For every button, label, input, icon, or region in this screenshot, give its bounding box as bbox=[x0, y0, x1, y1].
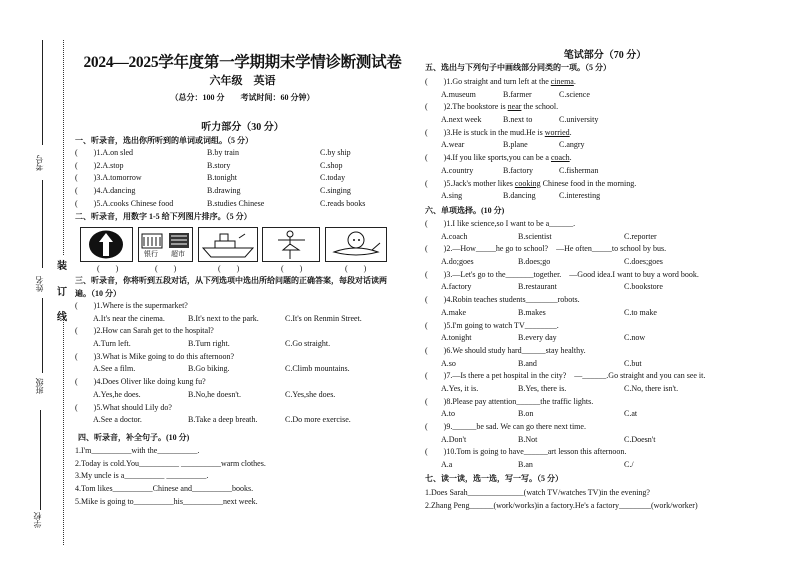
option-c: C.shop bbox=[320, 160, 343, 170]
name-label: 姓名 bbox=[35, 276, 44, 292]
option-c: C.fisherman bbox=[559, 165, 599, 175]
option-a: A.sing bbox=[441, 191, 463, 201]
option-b: B.restaurant bbox=[518, 282, 557, 292]
question-row bbox=[425, 243, 790, 256]
section-2-title: 二、听录音，用数字 1-5 给下列图片排序。（5 分） bbox=[75, 212, 252, 221]
option-b: B.studies Chinese bbox=[207, 198, 265, 208]
question-text: ( )9.______be sad. We can go there next time. bbox=[425, 422, 586, 431]
option-a: A.See a film. bbox=[93, 364, 136, 374]
question-row bbox=[425, 218, 790, 231]
listening-heading: 听力部分（30 分） bbox=[201, 122, 284, 133]
option-a: A.It's near the cinema. bbox=[93, 313, 165, 323]
exam-title: 2024—2025学年度第一学期期末学情诊断测试卷 bbox=[83, 54, 402, 71]
question-text: ( )1.Go straight and turn left at the cinema. bbox=[425, 77, 576, 86]
name-line bbox=[42, 180, 43, 268]
answer-bracket[interactable]: ( ) bbox=[281, 264, 303, 273]
options-row bbox=[425, 307, 790, 320]
option-a: A.next week bbox=[441, 115, 482, 125]
option-b: B.an bbox=[518, 460, 533, 470]
question-text: ( )3.What is Mike going to do this afternoon? bbox=[75, 351, 235, 361]
option-a: A.wear bbox=[441, 140, 465, 150]
options-row bbox=[425, 332, 790, 345]
option-c: C.to make bbox=[624, 307, 657, 317]
fill-sentence[interactable]: 2.Zhang Peng______(work/works)in a factory.He's a factory________(work/worker) bbox=[425, 500, 698, 510]
option-b: B.by train bbox=[207, 148, 239, 157]
option-b: B.tonight bbox=[207, 173, 238, 183]
question-text: ( )2.—How_____he go to school? —He often_____to school by bus. bbox=[425, 244, 667, 254]
option-b: B.drawing bbox=[207, 186, 241, 196]
exam-number-label: 考号 bbox=[35, 155, 44, 171]
answer-bracket[interactable]: ( ) bbox=[155, 264, 177, 273]
option-b: B.and bbox=[518, 358, 537, 368]
section-3-list bbox=[75, 300, 410, 427]
question-text: ( )1.Where is the supermarket? bbox=[75, 301, 188, 310]
section-1-list bbox=[75, 147, 410, 210]
question-text: ( )1.A.on sled bbox=[75, 148, 133, 157]
class-label: 班级 bbox=[35, 378, 44, 394]
binding-dotted-line bbox=[63, 320, 64, 545]
option-a: A.factory bbox=[441, 282, 472, 292]
fill-sentence[interactable]: 2.Today is cold.You__________ __________warm clothes. bbox=[75, 458, 266, 468]
option-b: B.dancing bbox=[503, 191, 536, 201]
question-text: ( )3.He is stuck in the mud.He is worried. bbox=[425, 127, 572, 137]
fill-sentence[interactable]: 5.Mike is going to__________his__________next week. bbox=[75, 496, 258, 506]
option-b: B.Take a deep breath. bbox=[188, 415, 258, 425]
answer-bracket[interactable]: ( ) bbox=[218, 264, 240, 273]
options-row bbox=[425, 434, 790, 447]
section-7-list bbox=[425, 487, 790, 512]
binding-char: 订 bbox=[57, 287, 67, 298]
question-text: ( )10.Tom is going to have______art lesson this afternoon. bbox=[425, 447, 627, 457]
option-c: C.singing bbox=[320, 186, 351, 196]
answer-bracket[interactable]: ( ) bbox=[345, 264, 367, 273]
option-c: C.Doesn't bbox=[624, 434, 656, 444]
option-a: A.Turn left. bbox=[93, 339, 131, 349]
option-b: B.on bbox=[518, 409, 534, 419]
option-a: A.See a doctor. bbox=[93, 415, 142, 425]
section-5-title: 五、选出与下列句子中画线部分同类的一项。（5 分） bbox=[425, 63, 611, 72]
option-b: B.scientist bbox=[518, 231, 552, 241]
option-c: C.at bbox=[624, 409, 638, 419]
question-text: ( )4.Robin teaches students________robots. bbox=[425, 295, 580, 305]
binding-char: 装 bbox=[57, 261, 67, 272]
section-6-list bbox=[425, 218, 790, 472]
option-b: B.story bbox=[207, 160, 231, 170]
dancer-icon bbox=[263, 228, 319, 261]
option-a: A.museum bbox=[441, 89, 476, 99]
option-b: B.factory bbox=[503, 165, 533, 175]
binding-dotted-line bbox=[63, 40, 64, 255]
option-a: A.tonight bbox=[441, 333, 472, 343]
option-a: A.to bbox=[441, 409, 455, 419]
option-b: B.Go biking. bbox=[188, 364, 230, 374]
question-text: ( )1.I like science,so I want to be a______. bbox=[425, 219, 576, 228]
question-row bbox=[425, 345, 790, 358]
options-row bbox=[425, 459, 790, 472]
option-c: C.university bbox=[559, 115, 599, 125]
option-c: C./ bbox=[624, 460, 634, 470]
options-row bbox=[425, 281, 790, 294]
answer-bracket[interactable]: ( ) bbox=[97, 264, 119, 273]
picture-go-straight bbox=[80, 227, 133, 262]
picture-ship bbox=[198, 227, 258, 262]
question-text: ( )8.Please pay attention______the traffic lights. bbox=[425, 396, 594, 406]
option-c: C.Go straight. bbox=[285, 339, 331, 349]
score-info: （总分：100 分 考试时间：60 分钟） bbox=[170, 93, 315, 102]
question-text: ( )7.—Is there a pet hospital in the city? —______.Go straight and you can see it. bbox=[425, 371, 706, 381]
question-row bbox=[75, 147, 410, 160]
option-c: C.It's on Renmin Street. bbox=[285, 313, 362, 323]
school-label: 学校 bbox=[33, 512, 42, 528]
supermarket-label: 超市 bbox=[171, 250, 185, 258]
section-4-title: 四、听录音，补全句子。(10 分) bbox=[78, 433, 190, 442]
section-1-title: 一、听录音，选出你所听到的单词或词组。（5 分） bbox=[75, 136, 253, 145]
question-row bbox=[425, 269, 790, 282]
question-row bbox=[75, 160, 410, 173]
picture-bank-supermarket bbox=[138, 227, 193, 262]
fill-sentence[interactable]: 1.I'm__________with the__________. bbox=[75, 446, 200, 455]
option-a: A.Yes, it is. bbox=[441, 383, 479, 393]
option-c: C.does;goes bbox=[624, 257, 663, 267]
option-b: B.does;go bbox=[518, 257, 551, 267]
option-a: A.do;goes bbox=[441, 257, 474, 267]
option-b: B.Not bbox=[518, 434, 538, 444]
option-a: A.Yes,he does. bbox=[93, 389, 141, 399]
question-row bbox=[425, 294, 790, 307]
question-text: ( )5.I'm going to watch TV________. bbox=[425, 320, 559, 330]
exam-number-line bbox=[42, 40, 43, 145]
option-b: B.next to bbox=[503, 115, 533, 125]
option-c: C.today bbox=[320, 173, 346, 183]
options-row bbox=[425, 358, 790, 371]
option-a: A.Don't bbox=[441, 434, 467, 444]
question-row bbox=[75, 198, 410, 211]
question-row bbox=[75, 172, 410, 185]
fill-sentence[interactable]: 1.Does Sarah______________(watch TV/watches TV)in the evening? bbox=[425, 488, 650, 497]
option-b: B.plane bbox=[503, 140, 528, 150]
option-c: C.interesting bbox=[559, 191, 601, 201]
question-text: ( )4.Does Oliver like doing kung fu? bbox=[75, 377, 206, 387]
question-text: ( )2.A.stop bbox=[75, 160, 124, 170]
option-c: C.No, there isn't. bbox=[624, 383, 679, 393]
question-row bbox=[425, 421, 790, 434]
option-b: B.farmer bbox=[503, 89, 532, 99]
question-text: ( )2.The bookstore is near the school. bbox=[425, 102, 559, 112]
exam-subtitle: 六年级 英语 bbox=[209, 75, 276, 87]
option-a: A.a bbox=[441, 460, 453, 470]
fill-sentence[interactable]: 3.My uncle is a__________ __________. bbox=[75, 471, 209, 481]
option-c: C.now bbox=[624, 333, 646, 343]
section-3-title: 三、听录音，你将听到五段对话，从下列选项中选出所给问题的正确答案，每段对话读两 bbox=[75, 276, 387, 285]
question-text: ( )3.—Let's go to the_______together. —Good idea.I want to buy a word book. bbox=[425, 269, 699, 279]
question-row bbox=[75, 185, 410, 198]
school-line bbox=[40, 410, 41, 510]
question-text: ( )3.A.tomorrow bbox=[75, 173, 142, 183]
fill-sentence[interactable]: 4.Tom likes__________Chinese and__________books. bbox=[75, 484, 254, 494]
option-c: C.Yes,she does. bbox=[285, 389, 336, 399]
picture-dancer bbox=[262, 227, 320, 262]
class-line bbox=[42, 298, 43, 373]
option-c: C.reporter bbox=[624, 231, 657, 241]
picture-pilot bbox=[325, 227, 387, 262]
question-text: ( )5.Jack's mother likes cooking Chinese food in the morning. bbox=[425, 178, 637, 188]
question-text: ( )4.If you like sports,you can be a coach. bbox=[425, 153, 572, 163]
options-row bbox=[425, 256, 790, 269]
writing-heading: 笔试部分（70 分） bbox=[563, 50, 647, 61]
option-c: C.reads books bbox=[320, 198, 366, 208]
option-c: C.Climb mountains. bbox=[285, 364, 350, 374]
section-7-title: 七、读一读，选一选，写一写。（5 分） bbox=[425, 474, 563, 483]
section-3-title-cont: 遍。（10 分） bbox=[75, 289, 121, 298]
option-b: B.No,he doesn't. bbox=[188, 389, 241, 399]
option-c: C.bookstore bbox=[624, 282, 663, 292]
option-a: A.coach bbox=[441, 231, 468, 241]
question-text: ( )5.What should Lily do? bbox=[75, 402, 172, 412]
option-b: B.Yes, there is. bbox=[518, 383, 567, 393]
option-b: B.Turn right. bbox=[188, 339, 230, 349]
option-a: A.so bbox=[441, 358, 456, 368]
question-text: ( )6.We should study hard______stay healthy. bbox=[425, 345, 586, 355]
section-6-title: 六、单项选择。(10 分) bbox=[425, 206, 505, 215]
question-text: ( )2.How can Sarah get to the hospital? bbox=[75, 326, 214, 336]
option-a: A.make bbox=[441, 307, 467, 317]
bank-label: 银行 bbox=[144, 250, 158, 258]
section-4-list bbox=[75, 445, 410, 508]
question-text: ( )5.A.cooks Chinese food bbox=[75, 198, 174, 208]
airplane-icon bbox=[326, 228, 386, 261]
question-row bbox=[425, 396, 790, 409]
arrow-up-icon bbox=[81, 228, 132, 261]
option-c: C.but bbox=[624, 358, 642, 368]
option-c: C.Do more exercise. bbox=[285, 415, 351, 425]
question-row bbox=[425, 446, 790, 459]
options-row bbox=[425, 408, 790, 421]
options-row bbox=[425, 231, 790, 244]
question-text: ( )4.A.dancing bbox=[75, 186, 136, 196]
option-b: B.every day bbox=[518, 333, 557, 343]
option-b: B.makes bbox=[518, 307, 546, 317]
question-row bbox=[425, 320, 790, 333]
section-5-list bbox=[425, 76, 790, 203]
option-c: C.science bbox=[559, 89, 590, 99]
binding-char: 线 bbox=[57, 312, 67, 323]
options-row bbox=[425, 383, 790, 396]
ship-icon bbox=[199, 228, 257, 261]
option-b: B.It's next to the park. bbox=[188, 313, 259, 323]
question-row bbox=[425, 370, 790, 383]
option-a: A.country bbox=[441, 165, 474, 175]
option-c: C.by ship bbox=[320, 148, 351, 157]
option-c: C.angry bbox=[559, 140, 585, 150]
